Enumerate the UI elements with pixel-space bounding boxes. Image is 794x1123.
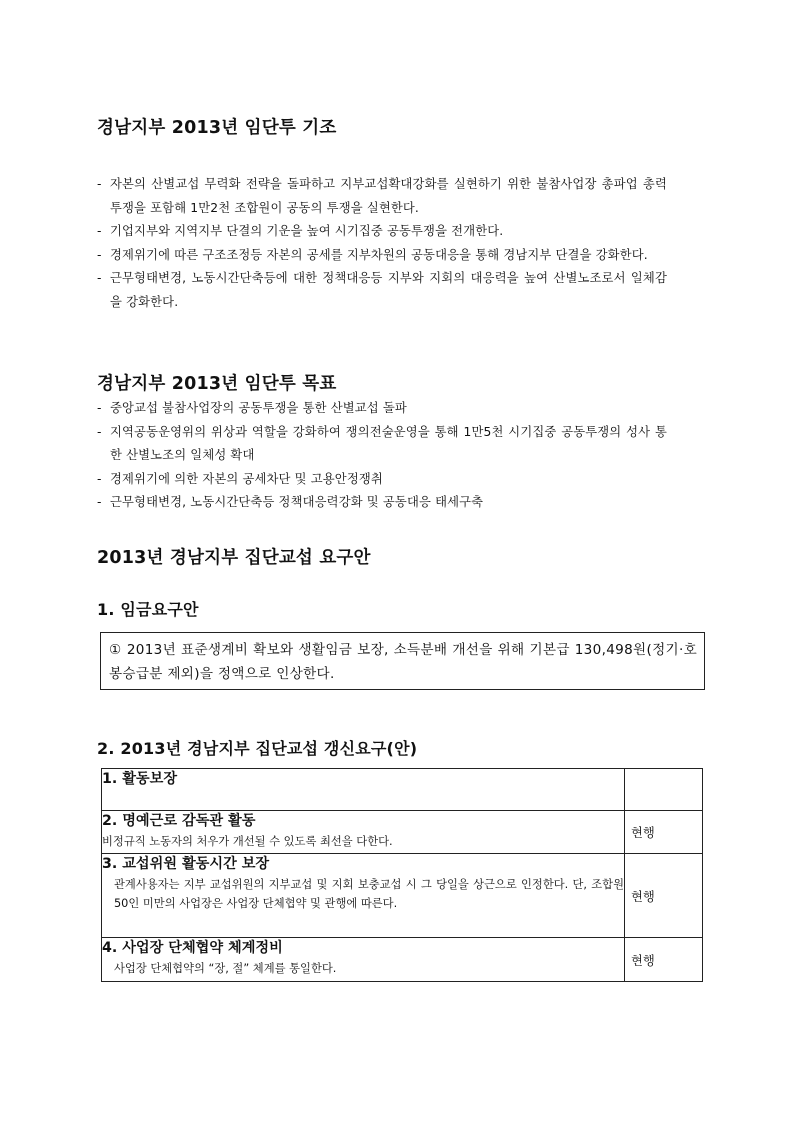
list-item-text: 지역공동운영위의 위상과 역할을 강화하여 쟁의전술운영을 통해 1만5천 시기집중 공동투쟁의 성사 통한 산별노조의 일체성 확대 bbox=[110, 424, 667, 462]
table-cell-item bbox=[102, 854, 625, 938]
table-row bbox=[102, 938, 703, 982]
list-item bbox=[97, 468, 667, 492]
wage-demand-box bbox=[100, 632, 705, 690]
list-item bbox=[97, 244, 667, 268]
list-item-text: 중앙교섭 불참사업장의 공동투쟁을 통한 산별교섭 돌파 bbox=[110, 401, 407, 415]
subsection-title-wage: 1. 임금요구안 bbox=[97, 600, 199, 619]
list-dash: - bbox=[97, 271, 102, 285]
list-dash: - bbox=[97, 471, 102, 486]
list-item bbox=[97, 220, 667, 244]
renewal-demands-table bbox=[101, 768, 703, 982]
wage-demand-text: ① 2013년 표준생계비 확보와 생활임금 보장, 소득분배 개선을 위해 기본급 130,498원(정기·호봉승급분 제외)을 정액으로 인상한다. bbox=[109, 642, 697, 682]
table-row bbox=[102, 811, 703, 854]
subsection-title-renewal: 2. 2013년 경남지부 집단교섭 갱신요구(안) bbox=[97, 739, 418, 758]
table-cell-item bbox=[102, 769, 625, 811]
item-description: 비정규직 노동자의 처우가 개선될 수 있도록 최선을 다한다. bbox=[102, 835, 393, 848]
table-row bbox=[102, 769, 703, 811]
table-cell-status bbox=[625, 769, 703, 811]
list-item bbox=[97, 173, 667, 220]
list-item bbox=[97, 491, 667, 515]
list-item-text: 근무형태변경, 노동시간단축등에 대한 정책대응등 지부와 지회의 대응력을 높여 산별노조로서 일체감을 강화한다. bbox=[110, 271, 667, 309]
table-cell-status: 현행 bbox=[625, 811, 703, 854]
list-item bbox=[97, 421, 667, 468]
list-item-text: 기업지부와 지역지부 단결의 기운을 높여 시기집중 공동투쟁을 전개한다. bbox=[110, 224, 504, 238]
list-dash: - bbox=[97, 247, 102, 262]
list-item-text: 경제위기에 의한 자본의 공세차단 및 고용안정쟁취 bbox=[110, 471, 383, 486]
table-cell-status: 현행 bbox=[625, 938, 703, 982]
item-title: 2. 명예근로 감독관 활동 bbox=[102, 813, 256, 829]
list-dash: - bbox=[97, 495, 102, 509]
section-title-basis: 경남지부 2013년 임단투 기조 bbox=[97, 118, 337, 138]
item-description: 관계사용자는 지부 교섭위원의 지부교섭 및 지회 보충교섭 시 그 당일을 상근으로 인정한다. 단, 조합원 50인 미만의 사업장은 사업장 단체협약 및 관행에 따른다. bbox=[114, 878, 624, 910]
item-title: 4. 사업장 단체협약 체계정비 bbox=[102, 940, 283, 956]
section-title-goals: 경남지부 2013년 임단투 목표 bbox=[97, 374, 337, 394]
list-dash: - bbox=[97, 177, 102, 191]
list-dash: - bbox=[97, 424, 102, 439]
list-item bbox=[97, 397, 667, 421]
list-item bbox=[97, 267, 667, 314]
list-dash: - bbox=[97, 224, 102, 238]
table-cell-status: 현행 bbox=[625, 854, 703, 938]
list-dash: - bbox=[97, 401, 102, 415]
section-title-demands: 2013년 경남지부 집단교섭 요구안 bbox=[97, 548, 371, 568]
list-item-text: 근무형태변경, 노동시간단축등 정책대응력강화 및 공동대응 태세구축 bbox=[110, 495, 484, 509]
item-title: 1. 활동보장 bbox=[102, 771, 178, 787]
item-description: 사업장 단체협약의 “장, 절” 체계를 통일한다. bbox=[114, 962, 337, 975]
list-item-text: 경제위기에 따른 구조조정등 자본의 공세를 지부차원의 공동대응을 통해 경남지부 단결을 강화한다. bbox=[110, 247, 648, 262]
item-title: 3. 교섭위원 활동시간 보장 bbox=[102, 856, 270, 872]
table-cell-item bbox=[102, 938, 625, 982]
list-item-text: 자본의 산별교섭 무력화 전략을 돌파하고 지부교섭확대강화를 실현하기 위한 불참사업장 총파업 총력투쟁을 포함해 1만2천 조합원이 공동의 투쟁을 실현한다. bbox=[110, 177, 667, 215]
goals-list bbox=[97, 397, 667, 515]
basis-list bbox=[97, 173, 667, 314]
table-cell-item bbox=[102, 811, 625, 854]
table-row bbox=[102, 854, 703, 938]
